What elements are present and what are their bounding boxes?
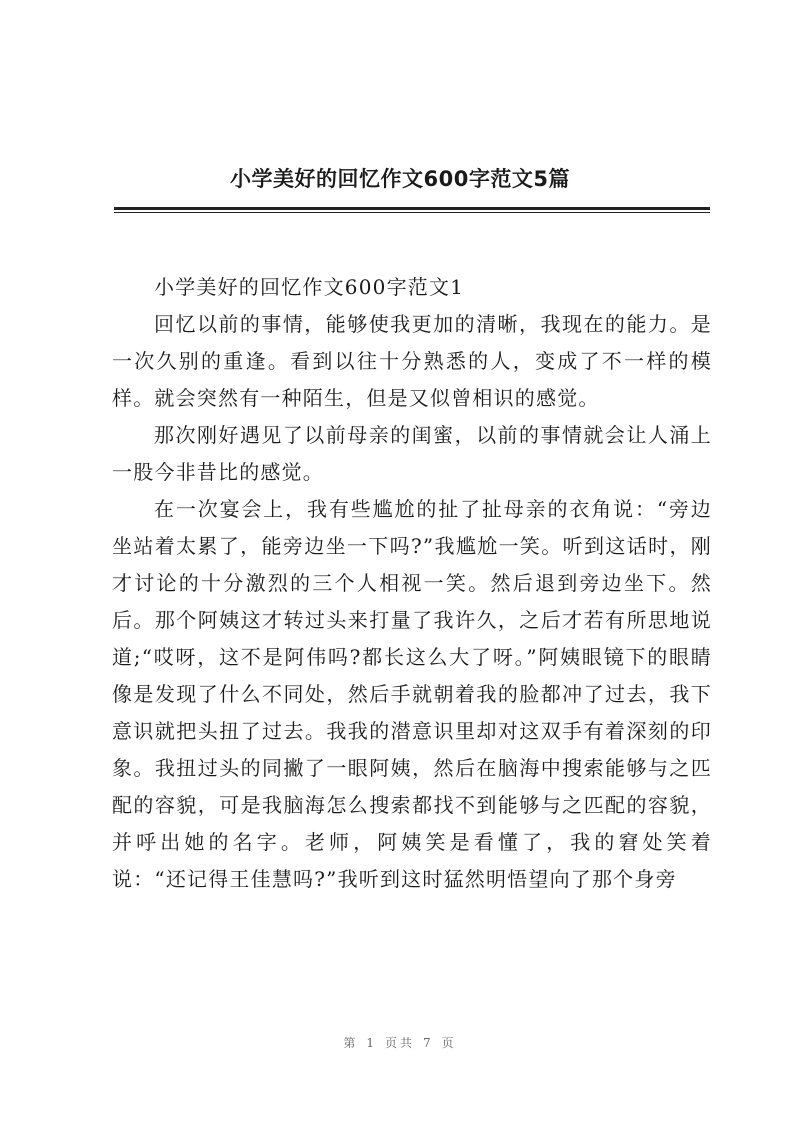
footer-mid: 页共: [384, 1036, 415, 1050]
page-footer: [0, 1034, 800, 1051]
title-underline-thick: [114, 207, 710, 210]
paragraph: 那次刚好遇见了以前母亲的闺蜜，以前的事情就会让人涌上一股今非昔比的感觉。: [112, 423, 712, 484]
document-title: 小学美好的回忆作文600字范文5篇: [230, 167, 570, 191]
footer-prefix: 第: [343, 1036, 359, 1050]
footer-suffix: 页: [441, 1036, 457, 1050]
paragraph: 回忆以前的事情，能够使我更加的清晰，我现在的能力。是一次久别的重逢。看到以往十分熟悉的人，变成了不一样的模样。就会突然有一种陌生，但是又似曾相识的感觉。: [112, 312, 712, 410]
footer-total-pages: 7: [423, 1036, 434, 1050]
document-body: [112, 269, 712, 898]
title-underline-thin: [114, 212, 710, 213]
section-heading: 小学美好的回忆作文600字范文1: [154, 275, 465, 299]
paragraph: 在一次宴会上，我有些尴尬的扯了扯母亲的衣角说：“旁边坐站着太累了，能旁边坐一下吗?”我尴尬一笑。听到这话时，刚才讨论的十分激烈的三个人相视一笑。然后退到旁边坐下。然后。那个阿姨这才转过头来打量了我许久，之后才若有所思地说道;“哎呀，这不是阿伟吗?都长这么大了呀。”阿姨眼镜下的眼睛像是发现了什么不同处，然后手就朝着我的脸都冲了过去，我下意识就把头扭了过去。我我的潜意识里却对这双手有着深刻的印象。我扭过头的同撇了一眼阿姨，然后在脑海中搜索能够与之匹配的容貌，可是我脑海怎么搜索都找不到能够与之匹配的容貌，并呼出她的名字。老师，阿姨笑是看懂了，我的窘处笑着说：“还记得王佳慧吗?”我听到这时猛然明悟望向了那个身旁: [112, 497, 712, 891]
footer-current-page: 1: [366, 1036, 377, 1050]
